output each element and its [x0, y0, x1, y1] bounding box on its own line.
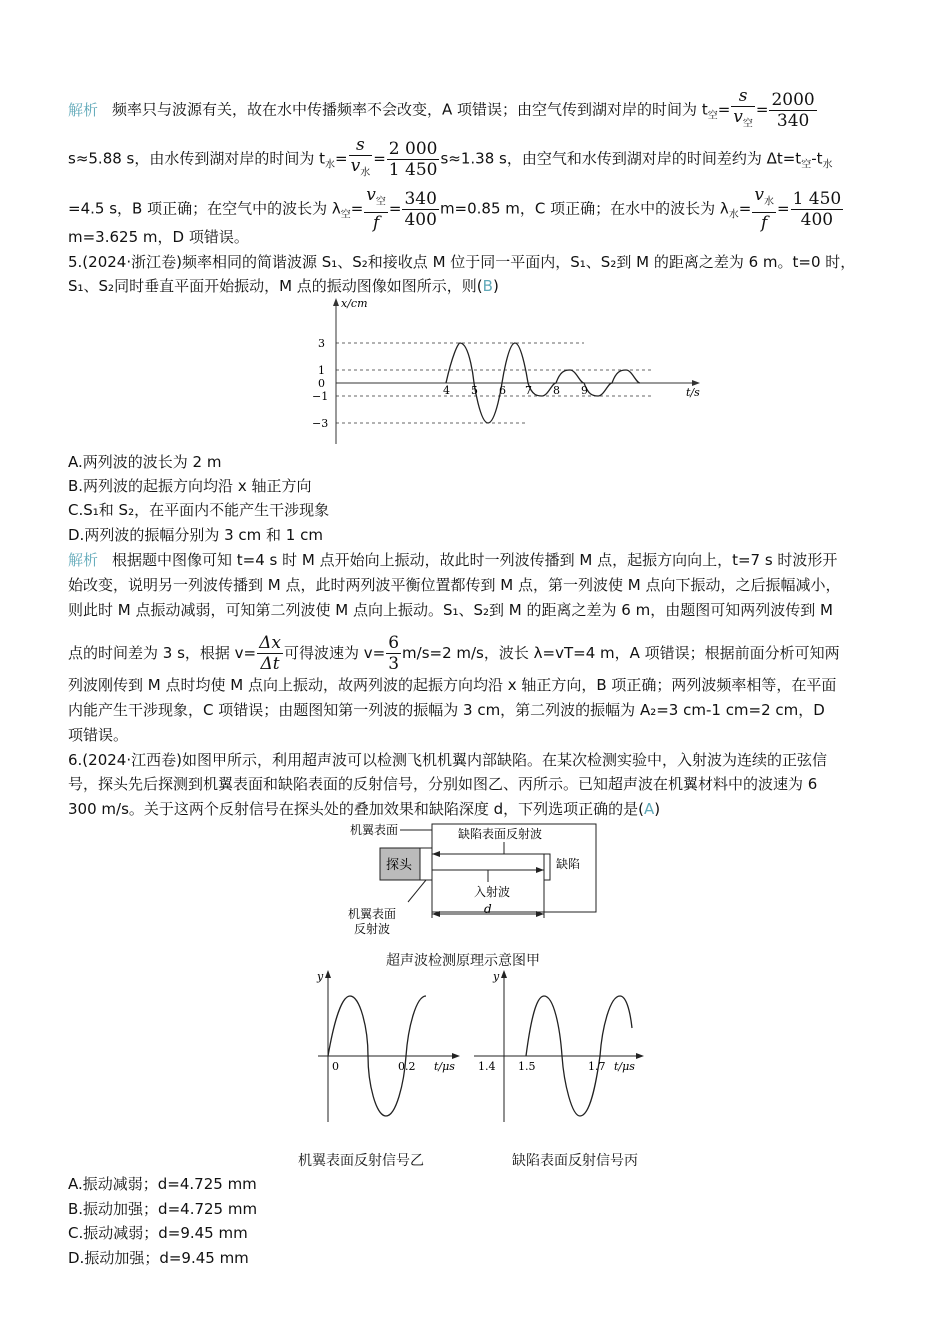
q5-vibration-graph [308, 296, 708, 448]
fraction-s-over-v-air: $\frac{s}{v_空}$ [733, 86, 753, 130]
q4-analysis-line-2: s≈5.88 s，由水传到湖对岸的时间为 $t_水=$ $\frac{s}{v_水}$ = $\frac{2 000}{1 450}$ s≈1.38 s，由空气和水传到湖对岸的时间差约为 $\Delta t=t_空-t_水$ [68, 135, 832, 183]
graph-b-xlabel: t/μs [434, 1060, 455, 1073]
graph-c-tick-15: 1.5 [518, 1060, 536, 1073]
xtick-5: 5 [471, 384, 478, 397]
q5-answer: B [482, 277, 493, 295]
graph-c-xlabel: t/μs [614, 1060, 635, 1073]
q6-stem-line-2: 号，探头先后探测到机翼表面和缺陷表面的反射信号，分别如图乙、丙所示。已知超声波在机翼材料中的波速为 6 [68, 775, 818, 793]
q5-stem-line-1: 5.(2024·浙江卷)频率相同的简谐波源 S₁、S₂和接收点 M 位于同一平面内，S₁、S₂到 M 的距离之差为 6 m。t=0 时， [68, 253, 856, 271]
y-axis-label: x/cm [341, 297, 368, 310]
label-probe: 探头 [386, 858, 413, 873]
q5-analysis-line-4: 点的时间差为 3 s，根据 v= $\frac{\Delta x}{\Delta t}$ 可得波速为 v= $\frac{6}{3}$ m/s=2 m/s，波长 λ=vT=4 m，A 项错误；根据前面分析可知两 [68, 633, 840, 674]
q4-analysis-line-3: =4.5 s，B 项正确；在空气中的波长为 $\lambda_空=$ $\frac{v_空}{f}$ = $\frac{340}{400}$ m=0.85 m，C 项正确；在水中的波长为 $\lambda_水=$ $\frac{v_水}{f}$ = $\frac{1 450}{400}$ [68, 185, 842, 234]
fraction-340-400: $\frac{340}{400}$ [404, 188, 437, 230]
graph-c-tick-17: 1.7 [588, 1060, 606, 1073]
fraction-s-over-v-water: $\frac{s}{v_水}$ [350, 135, 371, 179]
q5-analysis-line-6: 内能产生干涉现象，C 项错误；由题图知第一列波的振幅为 3 cm，第二列波的振幅为 A₂=3 cm-1 cm=2 cm，D [68, 701, 825, 719]
analysis-label: 解析 [68, 100, 99, 119]
caption-diagram-a: 超声波检测原理示意图甲 [386, 953, 540, 969]
q4-analysis-line-4: m=3.625 m，D 项错误。 [68, 228, 249, 246]
q5-analysis-line-3: 则此时 M 点振动减弱，可知第二列波使 M 点向上振动。S₁、S₂到 M 的距离之差为 6 m，由题图可知两列波传到 M [68, 601, 833, 619]
q5-analysis-line-2: 始改变，说明另一列波传播到 M 点，此时两列波平衡位置都传到 M 点，第一列波使 M 点向下振动，之后振幅减小， [68, 576, 841, 594]
q4-analysis-line-1: 解析 频率只与波源有关，故在水中传播频率不会改变，A 项错误；由空气传到湖对岸的时间为 $t_空=$ $\frac{s}{v_空}$ = $\frac{2000}{340}$ [68, 86, 818, 134]
q6-option-d: D.振动加强；d=9.45 mm [68, 1249, 249, 1267]
fraction-dx-dt: $\frac{\Delta x}{\Delta t}$ [259, 633, 281, 674]
q5-analysis-line-1: 解析 根据题中图像可知 t=4 s 时 M 点开始向上振动，故此时一列波传播到 M 点，起振方向向上，t=7 s 时波形开 [68, 551, 838, 569]
label-wing-surface: 机翼表面 [350, 823, 399, 837]
label-defect: 缺陷 [556, 857, 581, 871]
fraction-2000-340: $\frac{2000}{340}$ [771, 89, 815, 131]
defect-mark [544, 854, 550, 880]
xtick-9: 9 [581, 384, 588, 397]
fraction-v-over-f-air: $\frac{v_空}{f}$ [366, 185, 386, 234]
q6-stem-line-1: 6.(2024·江西卷)如图甲所示，利用超声波可以检测飞机机翼内部缺陷。在某次检测实验中，入射波为连续的正弦信 [68, 751, 827, 769]
q6-option-c: C.振动减弱；d=9.45 mm [68, 1224, 248, 1242]
caption-graph-c: 缺陷表面反射信号丙 [512, 1153, 638, 1169]
fraction-1450-400: $\frac{1 450}{400}$ [792, 188, 842, 230]
xtick-6: 6 [499, 384, 506, 397]
label-defect-reflect: 缺陷表面反射波 [458, 827, 543, 841]
ytick-0: 0 [318, 377, 325, 390]
ytick-1: 1 [318, 364, 325, 377]
q5-stem-line-2: S₁、S₂同时垂直平面开始振动，M 点的振动图像如图所示，则(B) [68, 277, 499, 295]
q5-analysis-line-7: 项错误。 [68, 726, 129, 744]
q5-analysis-line-5: 列波刚传到 M 点时均使 M 点向上振动，故两列波的起振方向均沿 x 轴正方向，B 项正确；两列波频率相等，在平面 [68, 676, 837, 694]
label-wing-reflect-1: 机翼表面 [348, 907, 397, 921]
label-d: d [484, 902, 492, 916]
xtick-8: 8 [553, 384, 560, 397]
label-incident: 入射波 [474, 885, 511, 899]
q6-graph-b [308, 968, 468, 1126]
q6-ultrasonic-diagram [348, 820, 608, 938]
fraction-v-over-f-water: $\frac{v_水}{f}$ [754, 185, 774, 234]
ytick-minus1: −1 [312, 390, 329, 403]
q5-option-b: B.两列波的起振方向均沿 x 轴正方向 [68, 477, 312, 495]
q5-option-d: D.两列波的振幅分别为 3 cm 和 1 cm [68, 526, 323, 544]
label-wing-reflect-2: 反射波 [354, 922, 391, 936]
fraction-6-3: $\frac{6}{3}$ [388, 633, 400, 674]
q6-option-a: A.振动减弱；d=4.725 mm [68, 1175, 257, 1193]
y-axis-arrow [333, 298, 339, 306]
probe-coupler [420, 848, 432, 880]
q6-answer: A [644, 800, 655, 818]
caption-graph-b: 机翼表面反射信号乙 [298, 1153, 424, 1169]
q5-option-c: C.S₁和 S₂，在平面内不能产生干涉现象 [68, 501, 330, 519]
graph-c-tick-14: 1.4 [478, 1060, 496, 1073]
xtick-4: 4 [443, 384, 450, 397]
ytick-3: 3 [318, 337, 325, 350]
xtick-7: 7 [525, 384, 532, 397]
fraction-2000-1450: $\frac{2 000}{1 450}$ [388, 138, 438, 180]
x-axis-label: t/s [686, 386, 700, 399]
q5-option-a: A.两列波的波长为 2 m [68, 453, 222, 471]
q6-graph-c [474, 968, 654, 1126]
ytick-minus3: −3 [312, 417, 329, 430]
q6-stem-line-3: 300 m/s。关于这两个反射信号在探头处的叠加效果和缺陷深度 d，下列选项正确的是(A) [68, 800, 661, 818]
graph-b-tick-02: 0.2 [398, 1060, 416, 1073]
q6-option-b: B.振动加强；d=4.725 mm [68, 1200, 258, 1218]
graph-b-tick-0: 0 [332, 1060, 339, 1073]
graph-c-y: y [493, 970, 500, 983]
graph-b-y: y [317, 970, 324, 983]
